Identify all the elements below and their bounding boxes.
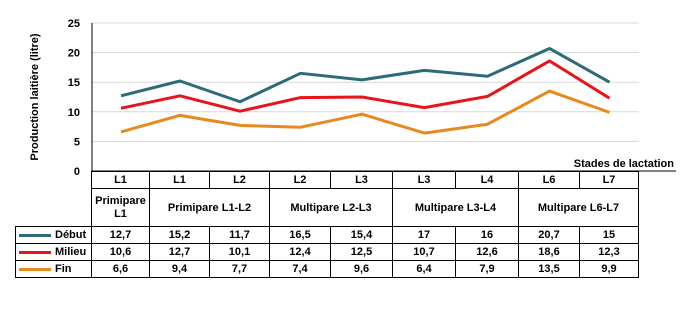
group-label: Primipare L1-L2 [150, 189, 270, 227]
legend-entry [16, 244, 92, 261]
data-label: 12,3 [580, 244, 639, 261]
data-label: 9,4 [150, 261, 210, 278]
category-label: L1 [92, 172, 150, 189]
category-label: L2 [270, 172, 331, 189]
group-label: Multipare L6-L7 [519, 189, 639, 227]
category-label: L4 [456, 172, 519, 189]
table-corner [16, 172, 92, 189]
x-axis-label: Stades de lactation [573, 158, 674, 170]
data-label: 18,6 [519, 244, 580, 261]
data-label: 9,6 [331, 261, 393, 278]
legend-label: Début [55, 229, 87, 241]
data-label: 12,4 [270, 244, 331, 261]
table-row [16, 244, 639, 261]
category-label: L3 [393, 172, 456, 189]
series-line-début [121, 48, 610, 101]
legend-swatch [19, 234, 51, 237]
data-label: 7,7 [210, 261, 270, 278]
table-row [16, 261, 639, 278]
group-row [16, 189, 639, 227]
table-row [16, 227, 639, 244]
y-tick-label: 25 [67, 18, 80, 30]
data-label: 16,5 [270, 227, 331, 244]
data-label: 10,1 [210, 244, 270, 261]
data-label: 12,7 [92, 227, 150, 244]
data-label: 7,4 [270, 261, 331, 278]
data-label: 12,5 [331, 244, 393, 261]
data-label: 9,9 [580, 261, 639, 278]
category-label: L2 [210, 172, 270, 189]
y-tick-label: 5 [73, 136, 80, 149]
data-label: 15,2 [150, 227, 210, 244]
data-label: 15,4 [331, 227, 393, 244]
data-label: 11,7 [210, 227, 270, 244]
y-tick-label: 0 [73, 166, 80, 175]
data-table [15, 171, 639, 278]
data-label: 15 [580, 227, 639, 244]
group-label: Multipare L3-L4 [393, 189, 519, 227]
category-label: L6 [519, 172, 580, 189]
y-tick-labels [68, 18, 80, 175]
data-label: 6,6 [92, 261, 150, 278]
legend-label: Milieu [55, 246, 87, 258]
data-label: 16 [456, 227, 519, 244]
data-label: 12,7 [150, 244, 210, 261]
data-label: 6,4 [393, 261, 456, 278]
y-axis-label: Production laitière (litre) [29, 33, 41, 161]
data-label: 12,6 [456, 244, 519, 261]
category-label: L3 [331, 172, 393, 189]
legend-swatch [19, 268, 51, 271]
data-label: 7,9 [456, 261, 519, 278]
data-label: 17 [393, 227, 456, 244]
category-row [16, 172, 639, 189]
data-label: 13,5 [519, 261, 580, 278]
legend-entry [16, 227, 92, 244]
data-label: 10,7 [393, 244, 456, 261]
legend-swatch [19, 251, 51, 254]
group-label: Multipare L2-L3 [270, 189, 393, 227]
y-tick-label: 10 [67, 106, 80, 119]
group-label: Primipare L1 [92, 189, 150, 227]
y-tick-label: 15 [67, 77, 80, 90]
category-label: L1 [150, 172, 210, 189]
data-label: 20,7 [519, 227, 580, 244]
category-label: L7 [580, 172, 639, 189]
table-corner [16, 189, 92, 227]
y-tick-label: 20 [67, 47, 80, 60]
legend-entry [16, 261, 92, 278]
data-label: 10,6 [92, 244, 150, 261]
legend-label: Fin [55, 263, 72, 275]
series-lines [121, 48, 610, 133]
